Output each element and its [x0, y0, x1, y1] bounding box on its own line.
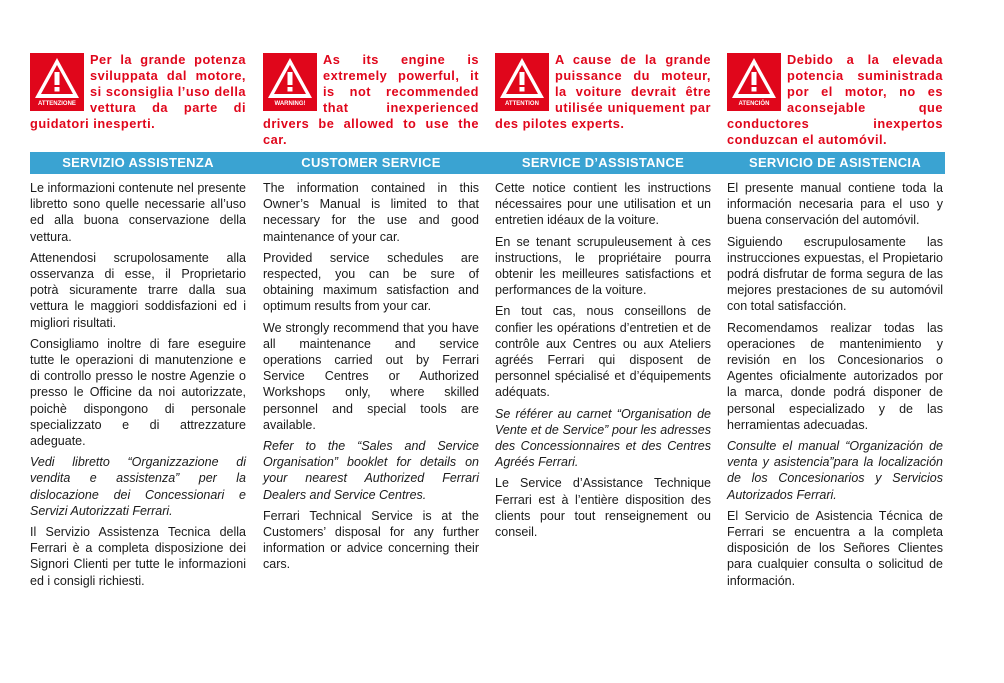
paragraph: Le informazioni contenute nel presente libretto sono quelle necessarie all’uso ed alla buona conservazione della vettura. [30, 181, 246, 244]
section-heading-italian: SERVIZIO ASSISTENZA [62, 155, 214, 170]
paragraph: El presente manual contiene toda la información necesaria para el uso y buena conservación del automóvil. [727, 181, 943, 228]
warning-triangle-icon [727, 53, 781, 111]
paragraph: El Servicio de Asistencia Técnica de Ferrari se encuentra a la completa disposición de los Señores Clientes para cualquier consulta o solicitud de información. [727, 508, 943, 588]
warning-label: ATTENZIONE [38, 101, 76, 107]
paragraph: The information contained in this Owner’s Manual is limited to that necessary for the use and good maintenance of your car. [263, 181, 479, 244]
body-text-spanish [727, 180, 943, 594]
paragraph: Provided service schedules are respected, you can be sure of obtaining maximum satisfaction and optimum results from your car. [263, 250, 479, 314]
paragraph: Siguiendo escrupulosamente las instrucciones expuestas, el Propietario podrá disfrutar de forma segura de las mejores prestaciones de su automóvil con total satisfacción. [727, 234, 943, 314]
paragraph-reference: Vedi libretto “Organizzazione di vendita e assistenza” per la dislocazione dei Concessionari e Servizi Autorizzati Ferrari. [30, 455, 246, 518]
body-text-english [263, 180, 479, 578]
paragraph: Le Service d’Assistance Technique Ferrari est à l’entière disposition des clients pour tout renseignement ou conseil. [495, 476, 711, 540]
column-spanish [727, 52, 943, 152]
paragraph: En tout cas, nous conseillons de confier les opérations d’entretien et de contrôle aux Centres ou aux Ateliers agréés Ferrari qui disposent de personnel spécialisé et d’équipements adéquats. [495, 304, 711, 400]
section-heading-french: SERVICE D’ASSISTANCE [521, 155, 685, 170]
paragraph-reference: Consulte el manual “Organización de venta y asistencia”para la localización de los Concesionarios y Servicios Autorizados Ferrari. [727, 439, 943, 502]
warning-text: A cause de la grande puissance du moteur, la voiture devrait être utilisée uniquement par des pilotes experts. [495, 52, 711, 131]
warning-label: ATTENTION [505, 101, 539, 107]
warning-block-spanish [727, 52, 943, 152]
paragraph: Attenendosi scrupolosamente alla osservanza di esse, il Proprietario potrà sicuramente trarre dalla sua vettura le maggiori soddisfazioni ed i migliori risultati. [30, 250, 246, 330]
warning-block-french [495, 52, 711, 152]
warning-label: WARNING! [274, 101, 306, 107]
warning-triangle-icon [263, 53, 317, 111]
warning-block-english [263, 52, 479, 152]
column-english [263, 52, 479, 152]
column-french [495, 52, 711, 152]
paragraph: Cette notice contient les instructions nécessaires pour une utilisation et un entretien idéaux de la voiture. [495, 181, 711, 228]
paragraph: Recomendamos realizar todas las operaciones de mantenimiento y revisión en los Concesionarios o Agentes oficialmente autorizados por la marca, donde podrá disponer de personal especializado y de las herramientas adecuadas. [727, 320, 943, 432]
body-text-french [495, 180, 711, 545]
warning-text: Debido a la elevada potencia suministrada por el motor, no es aconsejable que conductores inexpertos conduzcan el automóvil. [727, 52, 943, 147]
warning-label: ATENCIÓN [738, 101, 770, 107]
warning-triangle-icon [495, 53, 549, 111]
section-heading-english: CUSTOMER SERVICE [301, 155, 441, 170]
paragraph: Il Servizio Assistenza Tecnica della Ferrari è a completa disposizione dei Signori Clienti per tutte le informazioni ed i consigli richiesti. [30, 525, 246, 588]
body-text-italian [30, 180, 246, 594]
column-italian [30, 52, 246, 152]
paragraph: Ferrari Technical Service is at the Customers’ disposal for any further information or advice concerning their cars. [263, 508, 479, 572]
warning-block-italian [30, 52, 246, 152]
warning-text: Per la grande potenza sviluppata dal motore, si sconsiglia l’uso della vettura da parte di guidatori inesperti. [30, 52, 246, 131]
warning-text: As its engine is extremely powerful, it is not recommended that inexperienced drivers be allowed to use the car. [263, 52, 479, 147]
paragraph: En se tenant scrupuleusement à ces instructions, le propriétaire pourra obtenir les meilleures satisfactions et performances de la voiture. [495, 234, 711, 298]
section-banner [30, 152, 945, 174]
paragraph: We strongly recommend that you have all maintenance and service operations carried out by Ferrari Service Centres or Authorized Workshops only, where skilled personnel and special tools are available. [263, 320, 479, 432]
warning-triangle-icon [30, 53, 84, 111]
paragraph-reference: Se référer au carnet “Organisation de Vente et de Service” pour les adresses des Concessionnaires et des Centres Agréés Ferrari. [495, 406, 711, 470]
paragraph-reference: Refer to the “Sales and Service Organisation” booklet for details on your nearest Authorized Ferrari Dealers and Service Centres. [263, 439, 479, 502]
section-heading-spanish: SERVICIO DE ASISTENCIA [748, 155, 922, 170]
paragraph: Consigliamo inoltre di fare eseguire tutte le operazioni di manutenzione e di controllo presso le nostre Agenzie o presso le Officine da noi autorizzate, poichè dispongono di personale specializzato e di attrezzature adeguate. [30, 336, 246, 449]
